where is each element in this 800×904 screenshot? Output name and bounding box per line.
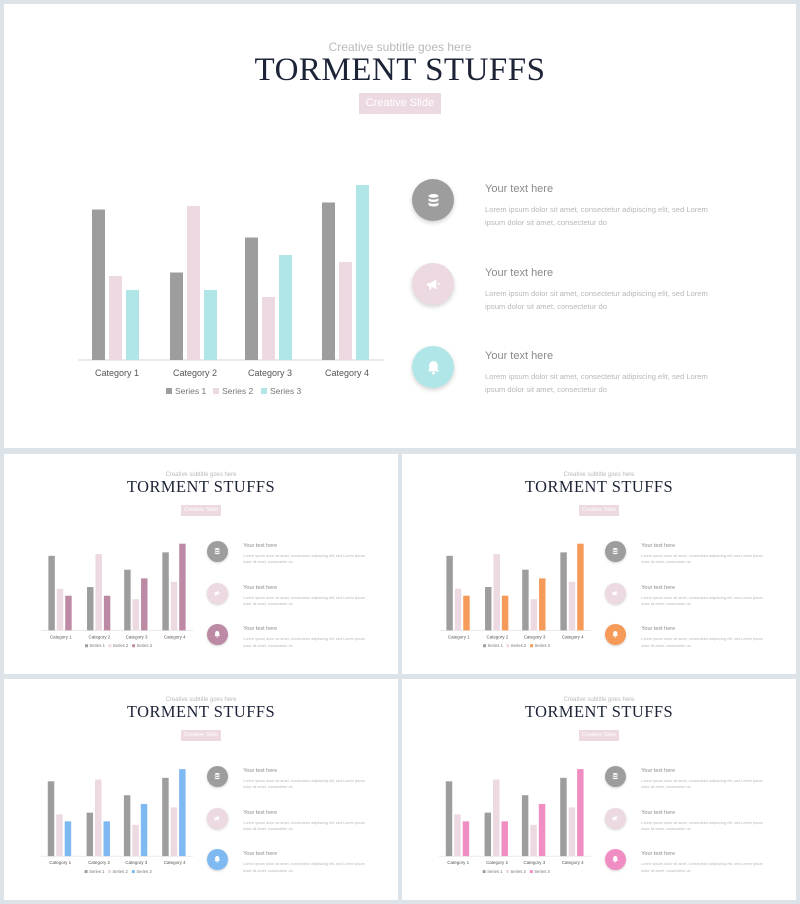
icon-circle — [605, 808, 626, 829]
slide-title: TORMENT STUFFS — [126, 476, 276, 496]
megaphone-icon — [611, 589, 619, 597]
slide-subtitle: Creative subtitle goes here — [563, 696, 635, 703]
bar-series-3-category-4 — [577, 544, 583, 631]
slide-thumb-2 — [402, 454, 796, 674]
x-tick-label: Category 2 — [88, 860, 110, 866]
bar-series-1-category-2 — [170, 273, 183, 361]
icon-circle — [207, 541, 228, 562]
item-body: Lorem ipsum dolor sit amet, consectetur adipiscing elit, sed Lorem ipsum dolor sit amet, consectetur do — [641, 595, 763, 607]
x-tick-label: Category 2 — [172, 368, 218, 378]
bar-series-2-category-1 — [57, 589, 63, 631]
slide-thumb-3 — [4, 679, 398, 900]
x-tick-label: Category 4 — [561, 860, 584, 866]
legend-swatch — [108, 870, 111, 873]
item-title: Your text here — [641, 543, 676, 550]
creative-slide-badge: Creative Slide — [181, 730, 222, 740]
bell-icon — [213, 855, 221, 863]
legend-label: Series 1 — [89, 869, 105, 875]
legend-swatch — [132, 870, 135, 873]
megaphone-icon — [425, 276, 442, 293]
icon-circle — [605, 541, 626, 562]
legend-swatch — [483, 870, 486, 873]
bar-series-2-category-2 — [95, 554, 101, 630]
x-tick-label: Category 2 — [88, 634, 111, 640]
x-tick-label: Category 3 — [523, 634, 546, 640]
item-title: Your text here — [485, 267, 554, 279]
bar-series-2-category-3 — [133, 599, 139, 630]
megaphone-icon — [611, 814, 619, 822]
icon-circle — [207, 624, 228, 645]
database-icon — [611, 772, 619, 780]
x-tick-label: Category 3 — [125, 634, 148, 640]
bar-series-2-category-3 — [530, 825, 536, 856]
item-title: Your text here — [641, 851, 676, 858]
creative-slide-badge: Creative Slide — [181, 505, 222, 515]
x-tick-label: Category 3 — [125, 860, 148, 866]
bar-series-2-category-1 — [454, 814, 460, 856]
x-tick-label: Category 4 — [324, 368, 370, 378]
bar-series-2-category-4 — [339, 262, 352, 360]
bar-series-3-category-3 — [141, 804, 147, 856]
bar-series-2-category-2 — [95, 780, 101, 857]
bar-series-2-category-2 — [187, 206, 200, 360]
slide-subtitle: Creative subtitle goes here — [165, 696, 237, 703]
bar-series-2-category-1 — [455, 589, 461, 631]
item-body: Lorem ipsum dolor sit amet, consectetur adipiscing elit, sed Lorem ipsum dolor sit amet, consectetur do — [641, 820, 763, 832]
item-body: Lorem ipsum dolor sit amet, consectetur adipiscing elit, sed Lorem ipsum dolor sit amet, consectetur do — [243, 595, 365, 607]
x-tick-label: Category 3 — [523, 860, 546, 866]
legend-swatch — [108, 644, 111, 647]
megaphone-icon — [213, 814, 221, 822]
bell-icon — [213, 630, 221, 638]
x-tick-label: Category 1 — [49, 860, 72, 866]
icon-circle — [605, 766, 626, 787]
bar-series-1-category-3 — [124, 570, 130, 631]
legend-swatch — [132, 644, 135, 647]
bar-series-1-category-1 — [446, 781, 452, 856]
legend-swatch — [506, 870, 509, 873]
bar-series-1-category-4 — [162, 778, 168, 856]
legend-label: Series 1 — [487, 643, 503, 649]
bar-series-1-category-4 — [560, 778, 566, 856]
bar-series-3-category-2 — [501, 821, 507, 856]
bar-series-1-category-4 — [322, 203, 335, 361]
legend-label: Series 3 — [270, 386, 302, 396]
slide-subtitle: Creative subtitle goes here — [563, 471, 635, 478]
icon-circle — [412, 179, 454, 221]
item-body: Lorem ipsum dolor sit amet, consectetur adipiscing elit, sed Lorem ipsum dolor sit amet, consectetur do — [243, 778, 365, 790]
legend-label: Series 1 — [89, 643, 105, 649]
database-icon — [213, 547, 221, 555]
item-title: Your text here — [243, 809, 278, 816]
bar-series-1-category-4 — [560, 552, 566, 630]
creative-slide-badge: Creative Slide — [579, 505, 620, 515]
x-tick-label: Category 3 — [247, 368, 293, 378]
bar-series-2-category-1 — [109, 276, 122, 360]
bar-series-2-category-3 — [531, 599, 537, 630]
x-tick-label: Category 4 — [163, 634, 186, 640]
bell-icon — [611, 630, 619, 638]
item-body: Lorem ipsum dolor sit amet, consectetur adipiscing elit, sed Lorem ipsum dolor sit amet, consectetur do — [641, 553, 763, 565]
bar-series-2-category-3 — [262, 297, 275, 360]
icon-circle — [605, 583, 626, 604]
bar-series-1-category-2 — [87, 587, 93, 630]
bar-series-2-category-4 — [569, 807, 575, 856]
item-title: Your text here — [641, 768, 676, 775]
x-tick-label: Category 2 — [486, 634, 509, 640]
legend-swatch — [483, 644, 486, 647]
item-title: Your text here — [243, 626, 278, 633]
legend-swatch — [85, 870, 88, 873]
icon-circle — [412, 346, 454, 388]
database-icon — [425, 192, 442, 209]
legend-swatch — [506, 644, 509, 647]
creative-slide-badge: Creative Slide — [579, 730, 620, 740]
legend-label: Series 2 — [112, 643, 129, 649]
item-body: Lorem ipsum dolor sit amet, consectetur adipiscing elit, sed Lorem ipsum dolor sit amet, consectetur do — [641, 862, 763, 873]
bar-series-3-category-1 — [65, 821, 71, 856]
icon-circle — [207, 583, 228, 604]
legend-label: Series 2 — [510, 869, 526, 875]
bar-series-3-category-2 — [204, 290, 217, 360]
item-body: Lorem ipsum dolor sit amet, consectetur adipiscing elit, sed Lorem ipsum dolor sit amet, consectetur do — [243, 637, 365, 648]
x-tick-label: Category 1 — [49, 634, 72, 640]
legend-label: Series 2 — [112, 869, 128, 875]
icon-circle — [207, 766, 228, 787]
legend-label: Series 2 — [222, 386, 254, 396]
x-tick-label: Category 2 — [486, 860, 508, 866]
legend-swatch — [261, 388, 267, 394]
icon-circle — [207, 849, 228, 870]
bar-series-1-category-2 — [485, 587, 491, 630]
x-tick-label: Category 1 — [447, 860, 470, 866]
bar-series-1-category-3 — [124, 795, 130, 856]
bar-series-2-category-2 — [493, 780, 499, 857]
legend-swatch — [213, 388, 219, 394]
bar-series-1-category-2 — [485, 813, 491, 857]
slide-title: TORMENT STUFFS — [254, 52, 546, 88]
slide-thumb-1 — [4, 454, 398, 674]
bar-series-3-category-3 — [141, 578, 147, 630]
slide-subtitle: Creative subtitle goes here — [328, 40, 472, 54]
bar-series-3-category-2 — [502, 596, 508, 631]
legend-label: Series 3 — [136, 643, 153, 649]
bar-series-3-category-4 — [577, 769, 583, 856]
bar-series-1-category-3 — [522, 570, 528, 631]
bar-series-2-category-3 — [132, 825, 138, 856]
legend-label: Series 1 — [487, 869, 503, 875]
item-title: Your text here — [641, 584, 676, 591]
item-body: Lorem ipsum dolor sit amet, consectetur adipiscing elit, sed Lorem ipsum dolor sit amet, consectetur do — [485, 372, 708, 394]
item-body: Lorem ipsum dolor sit amet, consectetur adipiscing elit, sed Lorem ipsum dolor sit amet, consectetur do — [485, 205, 708, 227]
legend-swatch — [85, 644, 88, 647]
slide-subtitle: Creative subtitle goes here — [165, 471, 237, 478]
icon-circle — [605, 849, 626, 870]
bar-series-1-category-1 — [48, 556, 54, 631]
bar-series-2-category-4 — [569, 582, 575, 631]
database-icon — [611, 547, 619, 555]
legend-label: Series 3 — [534, 869, 550, 875]
bar-series-1-category-4 — [162, 552, 168, 630]
bar-series-3-category-4 — [356, 185, 369, 360]
icon-circle — [412, 263, 454, 305]
item-title: Your text here — [243, 851, 278, 858]
bar-series-3-category-2 — [104, 596, 110, 631]
bar-series-2-category-1 — [56, 814, 62, 856]
creative-slide-badge: Creative Slide — [359, 93, 441, 114]
legend-swatch — [530, 870, 533, 873]
item-title: Your text here — [641, 626, 676, 633]
bell-icon — [611, 855, 619, 863]
bar-series-2-category-4 — [171, 807, 177, 856]
bar-series-1-category-2 — [87, 813, 93, 857]
database-icon — [213, 772, 221, 780]
item-title: Your text here — [243, 584, 278, 591]
x-tick-label: Category 1 — [447, 634, 470, 640]
bar-series-2-category-2 — [493, 554, 499, 630]
bar-series-1-category-3 — [245, 238, 258, 361]
slide-title: TORMENT STUFFS — [126, 701, 276, 721]
item-title: Your text here — [485, 350, 554, 362]
item-body: Lorem ipsum dolor sit amet, consectetur adipiscing elit, sed Lorem ipsum dolor sit amet, consectetur do — [243, 820, 365, 832]
x-tick-label: Category 1 — [94, 368, 140, 378]
x-tick-label: Category 4 — [561, 634, 584, 640]
item-body: Lorem ipsum dolor sit amet, consectetur adipiscing elit, sed Lorem ipsum dolor sit amet, consectetur do — [641, 637, 763, 648]
bar-series-1-category-1 — [92, 210, 105, 361]
item-title: Your text here — [641, 809, 676, 816]
item-title: Your text here — [243, 768, 278, 775]
legend-swatch — [530, 644, 533, 647]
bar-series-1-category-1 — [48, 781, 54, 856]
legend-label: Series 2 — [510, 643, 527, 649]
bar-series-3-category-3 — [539, 804, 545, 856]
item-body: Lorem ipsum dolor sit amet, consectetur adipiscing elit, sed Lorem ipsum dolor sit amet, consectetur do — [243, 862, 365, 873]
icon-circle — [207, 808, 228, 829]
slide-title: TORMENT STUFFS — [524, 476, 674, 496]
item-title: Your text here — [485, 183, 554, 195]
item-body: Lorem ipsum dolor sit amet, consectetur adipiscing elit, sed Lorem ipsum dolor sit amet, consectetur do — [243, 553, 365, 565]
slide-thumb-4 — [402, 679, 796, 900]
legend-label: Series 3 — [136, 869, 152, 875]
x-tick-label: Category 4 — [163, 860, 186, 866]
item-body: Lorem ipsum dolor sit amet, consectetur adipiscing elit, sed Lorem ipsum dolor sit amet, consectetur do — [485, 289, 708, 311]
slide-title: TORMENT STUFFS — [524, 701, 674, 721]
bar-series-3-category-4 — [179, 769, 185, 856]
bar-series-3-category-3 — [279, 255, 292, 360]
legend-label: Series 3 — [534, 643, 551, 649]
megaphone-icon — [213, 589, 221, 597]
bar-series-3-category-3 — [539, 578, 545, 630]
item-body: Lorem ipsum dolor sit amet, consectetur adipiscing elit, sed Lorem ipsum dolor sit amet, consectetur do — [641, 778, 763, 790]
bar-series-3-category-2 — [103, 821, 109, 856]
bar-series-3-category-1 — [126, 290, 139, 360]
bar-series-3-category-1 — [65, 596, 71, 631]
bar-series-3-category-4 — [179, 544, 185, 631]
bar-series-1-category-1 — [446, 556, 452, 631]
legend-label: Series 1 — [175, 386, 207, 396]
item-title: Your text here — [243, 543, 278, 550]
bar-series-3-category-1 — [463, 596, 469, 631]
bar-series-2-category-4 — [171, 582, 177, 631]
legend-swatch — [166, 388, 172, 394]
slide-main — [4, 4, 796, 448]
bar-series-3-category-1 — [463, 821, 469, 856]
bell-icon — [425, 359, 442, 376]
icon-circle — [605, 624, 626, 645]
bar-series-1-category-3 — [522, 795, 528, 856]
